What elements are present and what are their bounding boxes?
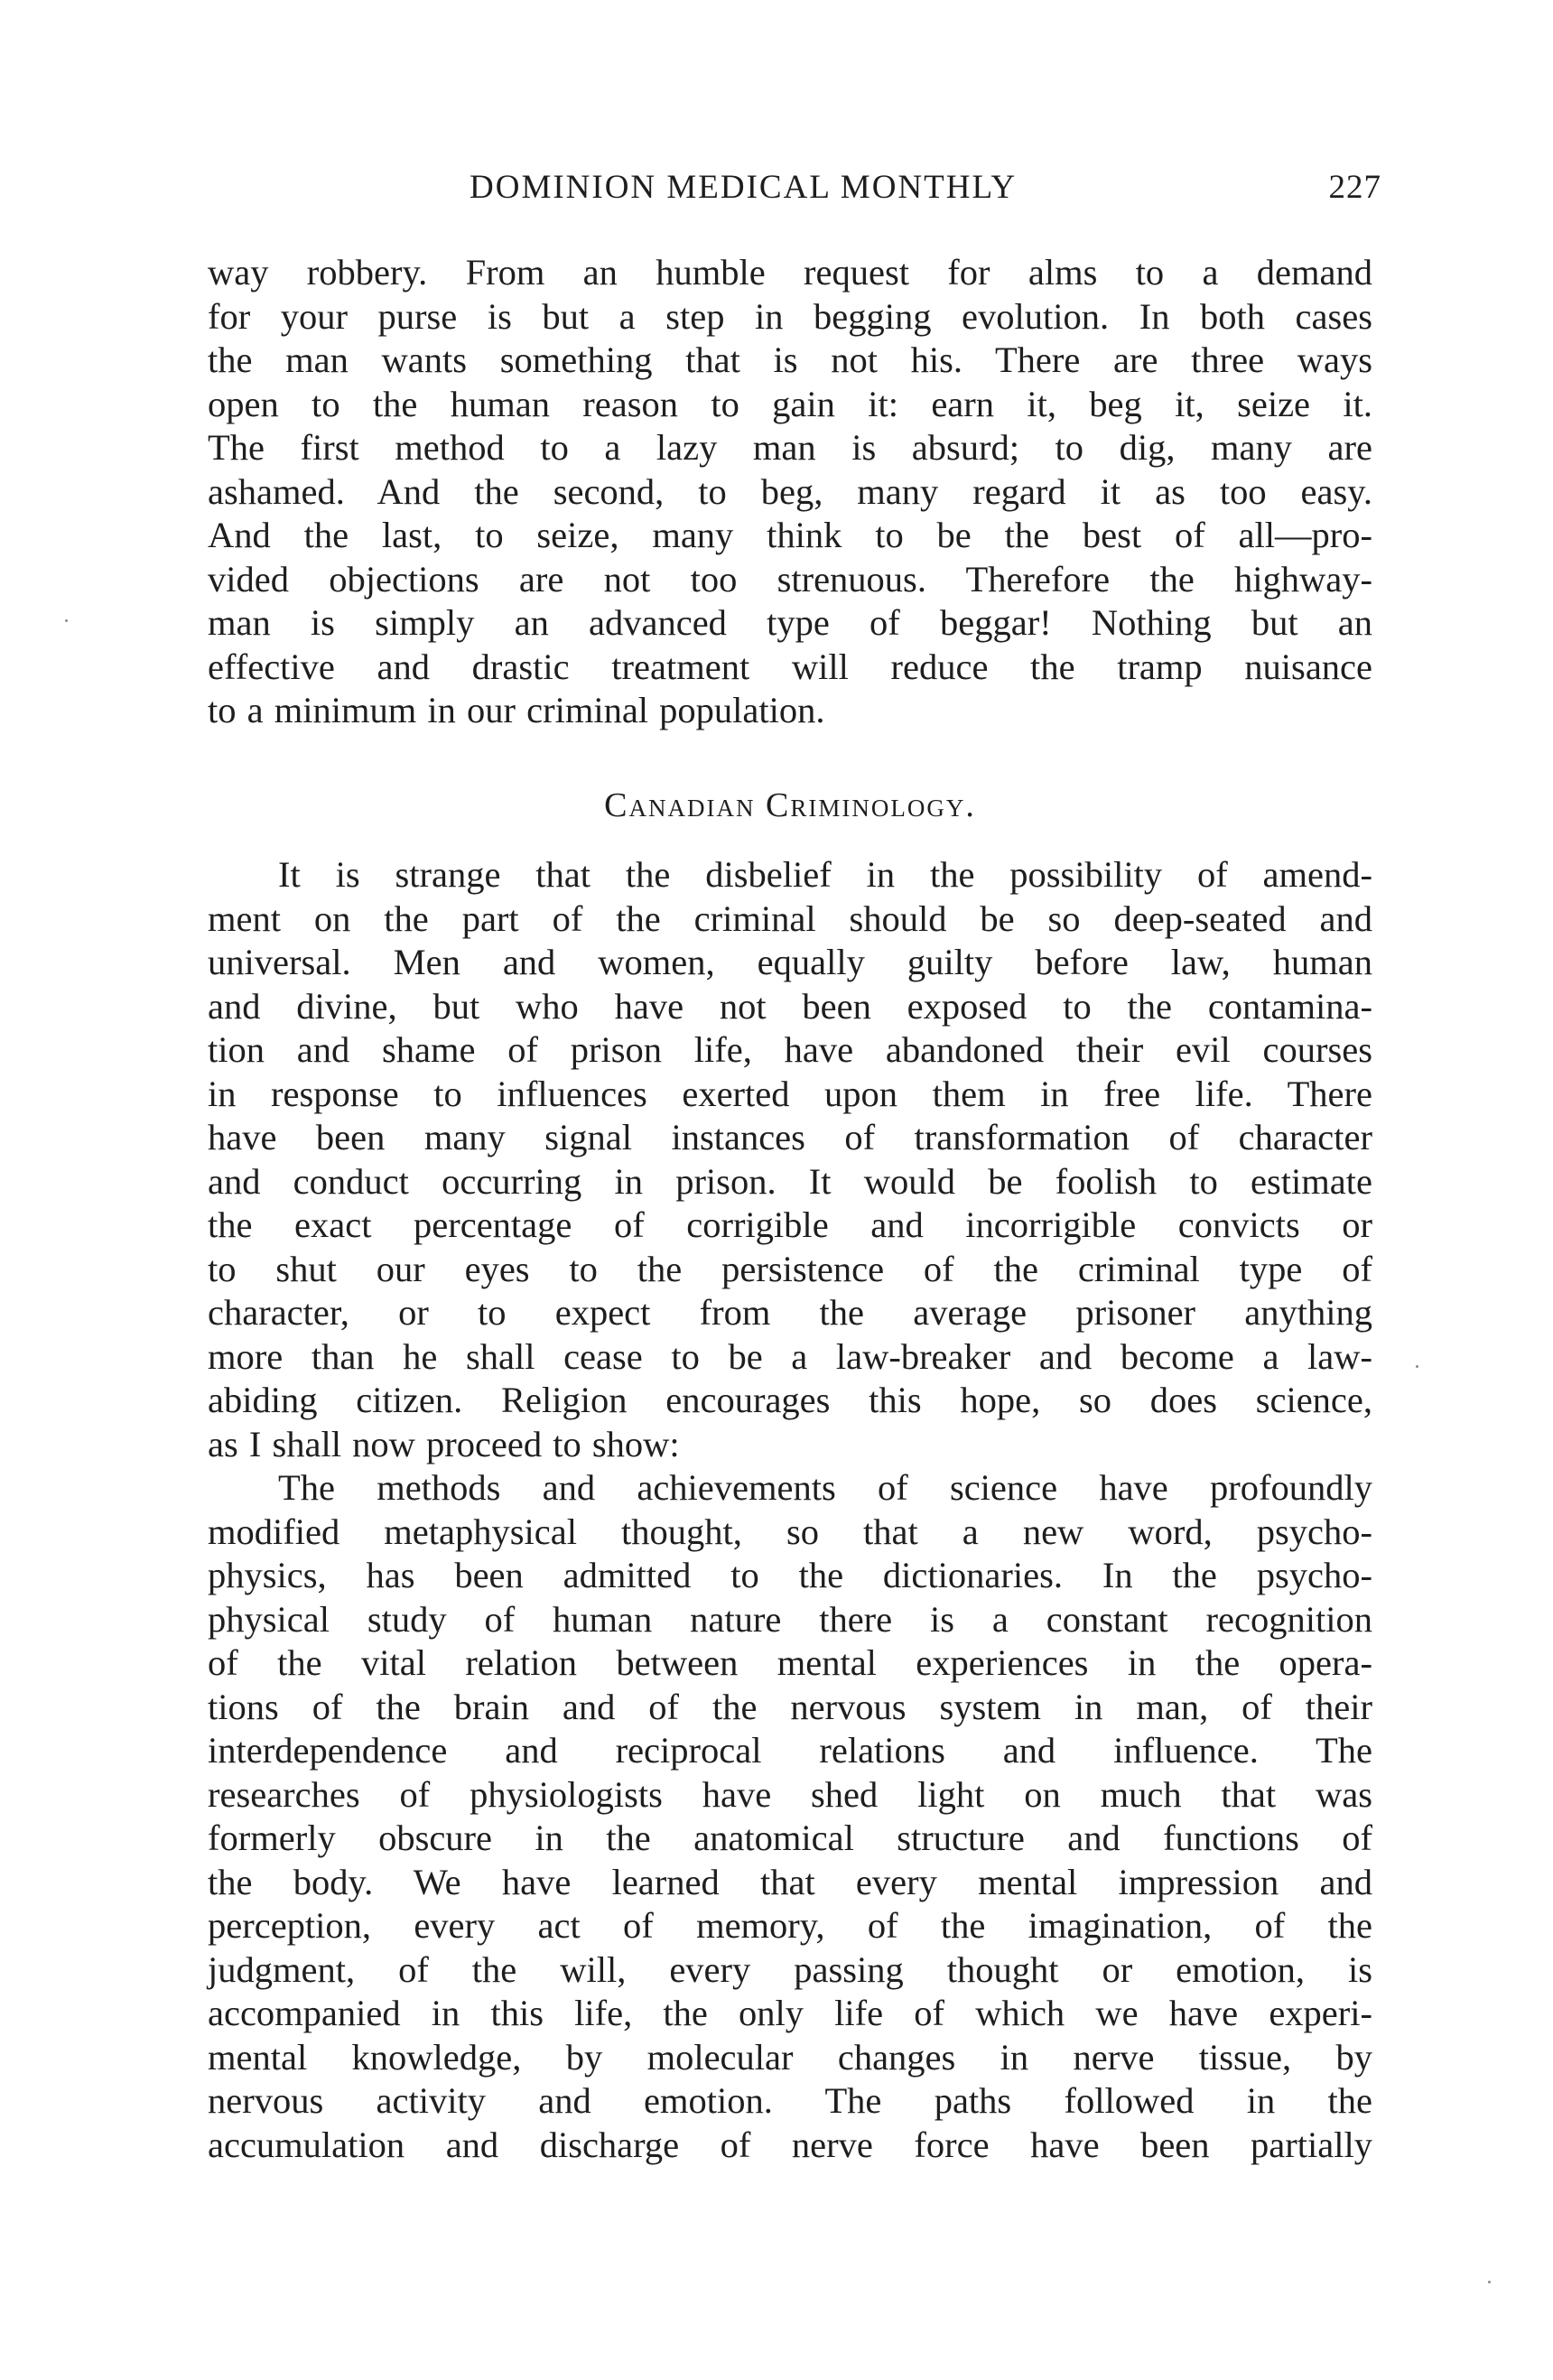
running-title: DOMINION MEDICAL MONTHLY: [470, 169, 1018, 206]
paper-speck: [1416, 1365, 1418, 1368]
text-line: man is simply an advanced type of beggar! Nothing but an: [208, 602, 1372, 643]
text-line: universal. Men and women, equally guilty before law, human: [208, 942, 1372, 982]
text-line: perception, every act of memory, of the imagination, of the: [208, 1905, 1372, 1946]
text-line: accumulation and discharge of nerve force have been partially: [208, 2124, 1372, 2165]
text-line: of the vital relation between mental experiences in the opera-: [208, 1642, 1372, 1683]
paragraph-tramp-nuisance: [208, 251, 1372, 733]
text-line: ashamed. And the second, to beg, many regard it as too easy.: [208, 470, 1372, 512]
text-line: the exact percentage of corrigible and incorrigible convicts or: [208, 1204, 1372, 1245]
text-line: have been many signal instances of transformation of character: [208, 1117, 1372, 1157]
text-line: researches of physiologists have shed light on much that was: [208, 1773, 1372, 1815]
text-line: the body. We have learned that every mental impression and: [208, 1861, 1372, 1902]
text-line: interdependence and reciprocal relations and influence. The: [208, 1730, 1372, 1771]
text-line: to a minimum in our criminal population.: [208, 690, 825, 730]
text-line: abiding citizen. Religion encourages this hope, so does science,: [208, 1380, 1372, 1420]
page-header: [208, 168, 1381, 222]
text-line: And the last, to seize, many think to be the best of all—pro-: [208, 515, 1372, 555]
text-line: physics, has been admitted to the dictionaries. In the psycho-: [208, 1555, 1372, 1595]
text-line: tions of the brain and of the nervous system in man, of their: [208, 1686, 1372, 1727]
text-line: more than he shall cease to be a law-breaker and become a law-: [208, 1335, 1372, 1377]
text-line: tion and shame of prison life, have abandoned their evil courses: [208, 1029, 1372, 1070]
text-line: ment on the part of the criminal should be so deep-seated and: [208, 897, 1372, 939]
text-line: judgment, of the will, every passing thought or emotion, is: [208, 1948, 1372, 1990]
text-line: vided objections are not too strenuous. Therefore the highway-: [208, 558, 1372, 600]
paper-speck: [1488, 2281, 1491, 2283]
text-line: character, or to expect from the average prisoner anything: [208, 1292, 1372, 1333]
text-line: for your purse is but a step in begging evolution. In both cases: [208, 295, 1372, 337]
text-line: as I shall now proceed to show:: [208, 1423, 680, 1464]
text-line: nervous activity and emotion. The paths followed in the: [208, 2080, 1372, 2121]
paragraph-criminal-amendment: [208, 853, 1372, 1466]
text-line: in response to influences exerted upon them in free life. There: [208, 1073, 1372, 1114]
text-line: modified metaphysical thought, so that a new word, psycho-: [208, 1511, 1372, 1552]
paper-speck: [65, 619, 68, 622]
text-line: effective and drastic treatment will reduce the tramp nuisance: [208, 646, 1372, 687]
text-line: to shut our eyes to the persistence of the criminal type of: [208, 1248, 1372, 1289]
text-line: formerly obscure in the anatomical structure and functions of: [208, 1818, 1372, 1858]
section-heading: Canadian Criminology.: [604, 786, 976, 824]
paragraph-psychophysics: [208, 1466, 1372, 2167]
text-line: open to the human reason to gain it: earn it, beg it, seize it.: [208, 383, 1372, 424]
text-line: and conduct occurring in prison. It would be foolish to estimate: [208, 1160, 1372, 1202]
text-line: The methods and achievements of science have profoundly: [278, 1467, 1372, 1508]
page-number: 227: [1328, 169, 1381, 206]
text-line: mental knowledge, by molecular changes in nerve tissue, by: [208, 2036, 1372, 2078]
text-line: accompanied in this life, the only life of which we have experi-: [208, 1993, 1372, 2033]
text-line: The first method to a lazy man is absurd; to dig, many are: [208, 427, 1372, 468]
text-line: the man wants something that is not his. There are three ways: [208, 339, 1372, 380]
text-line: It is strange that the disbelief in the possibility of amend-: [278, 854, 1372, 895]
text-line: way robbery. From an humble request for alms to a demand: [208, 252, 1372, 293]
text-line: and divine, but who have not been exposed to the contamina-: [208, 985, 1372, 1027]
text-line: physical study of human nature there is a constant recognition: [208, 1598, 1372, 1640]
